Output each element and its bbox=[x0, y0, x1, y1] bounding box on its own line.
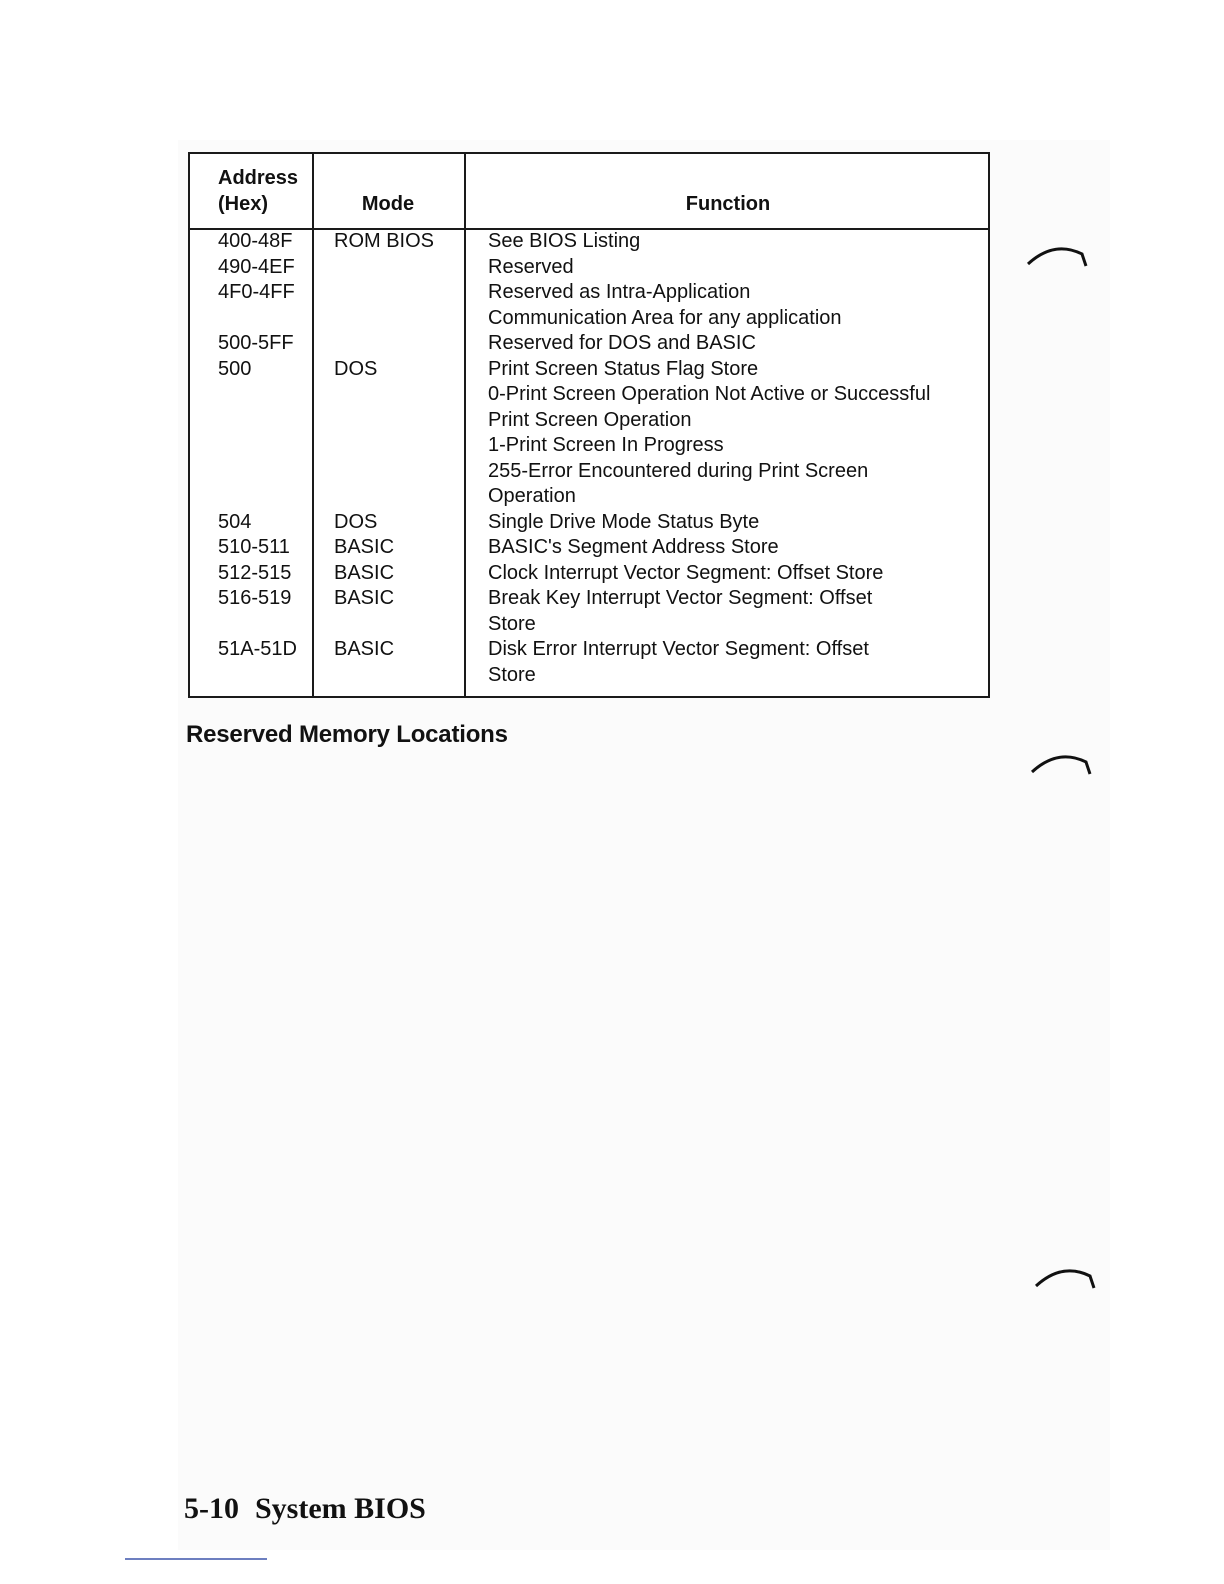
mode-cell: ROM BIOS bbox=[334, 230, 435, 252]
mode-cell bbox=[334, 331, 434, 357]
mode-cell-spacer bbox=[334, 663, 434, 689]
header-address-line-1: Address bbox=[218, 167, 299, 189]
mode-cell-spacer bbox=[334, 408, 434, 434]
binder-tab-arc-icon bbox=[1034, 1266, 1098, 1296]
function-cell-line: Clock Interrupt Vector Segment: Offset Store bbox=[488, 561, 884, 584]
address-cell: 516-519 bbox=[218, 587, 292, 609]
function-cell-line: Disk Error Interrupt Vector Segment: Offset bbox=[488, 638, 869, 660]
page-footer bbox=[184, 1492, 426, 1526]
function-cell-line: Operation bbox=[488, 485, 576, 507]
address-cell: 490-4EF bbox=[218, 255, 295, 278]
header-function: Function bbox=[685, 193, 771, 215]
function-cell-line: BASIC's Segment Address Store bbox=[488, 536, 779, 558]
mode-cell-spacer bbox=[334, 612, 434, 638]
function-cell-line: Store bbox=[488, 612, 536, 635]
column-divider-1 bbox=[312, 154, 314, 696]
address-cell-spacer bbox=[218, 408, 297, 434]
mode-cell-spacer bbox=[334, 306, 434, 332]
mode-cell: BASIC bbox=[334, 587, 395, 609]
mode-cell bbox=[334, 255, 434, 281]
address-cell-spacer bbox=[218, 433, 297, 459]
function-cell-line: Reserved as Intra-Application bbox=[488, 281, 751, 303]
mode-cell: BASIC bbox=[334, 536, 395, 558]
section-title: System BIOS bbox=[255, 1492, 426, 1525]
address-cell-spacer bbox=[218, 382, 297, 408]
address-cell: 510-511 bbox=[218, 536, 290, 558]
header-mode: Mode bbox=[361, 193, 415, 215]
binder-tab-arc-icon bbox=[1030, 752, 1094, 782]
header-address-line-2: (Hex) bbox=[218, 193, 269, 215]
mode-cell-spacer bbox=[334, 459, 434, 485]
function-cell-line: Communication Area for any application bbox=[488, 306, 842, 329]
address-cell-spacer bbox=[218, 612, 297, 638]
address-cell-spacer bbox=[218, 306, 297, 332]
mode-cell-spacer bbox=[334, 382, 434, 408]
address-cell: 400-48F bbox=[218, 230, 293, 252]
address-cell: 500-5FF bbox=[218, 332, 294, 354]
page-number: 5-10 bbox=[184, 1492, 239, 1525]
function-cell-line: 0-Print Screen Operation Not Active or Successful bbox=[488, 383, 931, 405]
function-cell-line: Single Drive Mode Status Byte bbox=[488, 510, 760, 533]
function-cell-line: Store bbox=[488, 663, 536, 686]
mode-cell-spacer bbox=[334, 433, 434, 459]
header-address bbox=[218, 165, 298, 217]
address-cell-spacer bbox=[218, 663, 297, 689]
column-divider-2 bbox=[464, 154, 466, 696]
function-cell-line: Print Screen Operation bbox=[488, 408, 692, 431]
function-cell-line: Reserved for DOS and BASIC bbox=[488, 332, 756, 354]
mode-cell: DOS bbox=[334, 510, 378, 533]
reserved-memory-table bbox=[188, 152, 990, 698]
address-cell-spacer bbox=[218, 459, 297, 485]
table-caption: Reserved Memory Locations bbox=[186, 721, 508, 748]
function-column bbox=[488, 229, 930, 688]
address-cell-spacer bbox=[218, 484, 297, 510]
address-cell: 4F0-4FF bbox=[218, 281, 295, 303]
function-cell-line: 255-Error Encountered during Print Screen bbox=[488, 459, 869, 482]
address-cell: 51A-51D bbox=[218, 638, 297, 660]
function-cell-line: 1-Print Screen In Progress bbox=[488, 434, 724, 456]
footer-rule bbox=[125, 1558, 267, 1560]
function-cell-line: See BIOS Listing bbox=[488, 230, 641, 252]
mode-cell: DOS bbox=[334, 357, 378, 380]
address-column bbox=[218, 229, 297, 688]
function-cell-line: Reserved bbox=[488, 255, 574, 278]
mode-column bbox=[334, 229, 434, 688]
function-cell-line: Print Screen Status Flag Store bbox=[488, 357, 759, 380]
binder-tab-arc-icon bbox=[1026, 244, 1090, 274]
mode-cell: BASIC bbox=[334, 561, 395, 584]
address-cell: 512-515 bbox=[218, 561, 292, 584]
address-cell: 504 bbox=[218, 510, 252, 533]
address-cell: 500 bbox=[218, 357, 252, 380]
mode-cell-spacer bbox=[334, 484, 434, 510]
mode-cell bbox=[334, 280, 434, 306]
function-cell-line: Break Key Interrupt Vector Segment: Offset bbox=[488, 587, 873, 609]
mode-cell: BASIC bbox=[334, 638, 395, 660]
